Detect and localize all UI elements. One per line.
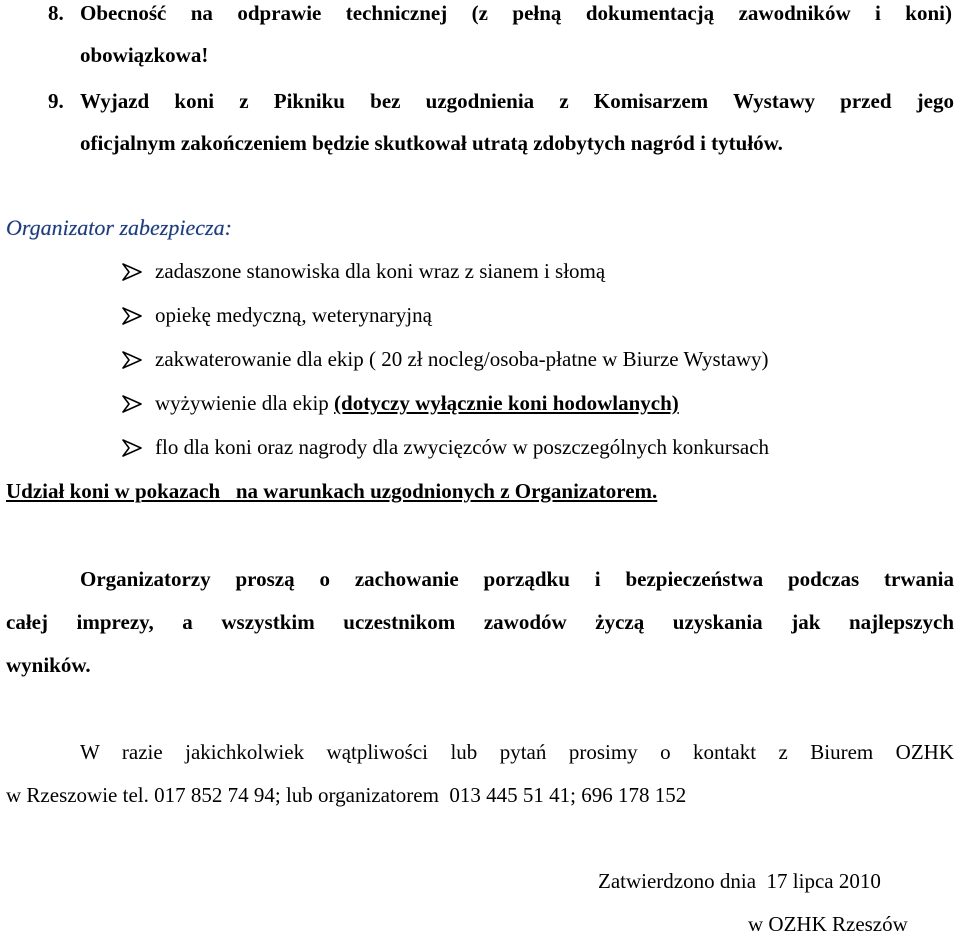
organizer-item-prizes: flo dla koni oraz nagrody dla zwycięzców w poszczególnych konkursach xyxy=(155,435,770,459)
organizer-item-catering-text: wyżywienie dla ekip xyxy=(155,391,335,415)
organizer-item-accommodation: zakwaterowanie dla ekip ( 20 zł nocleg/osoba-płatne w Biurze Wystawy) xyxy=(155,347,769,371)
closing-line-1: Organizatorzy proszą o zachowanie porządku i bezpieczeństwa podczas trwania xyxy=(80,567,954,591)
arrowhead-bullet-icon xyxy=(121,350,143,370)
arrowhead-bullet-icon xyxy=(121,394,143,414)
rule-8-line-1: Obecność na odprawie technicznej (z pełną dokumentacją zawodników i koni) xyxy=(80,1,952,25)
rule-9-line-1: Wyjazd koni z Pikniku bez uzgodnienia z Komisarzem Wystawy przed jego xyxy=(80,89,954,113)
rule-9-line-2: oficjalnym zakończeniem będzie skutkował utratą zdobytych nagród i tytułów. xyxy=(80,131,783,155)
organizer-item-catering-note: (dotyczy wyłącznie koni hodowlanych) xyxy=(334,391,679,415)
arrowhead-bullet-icon xyxy=(121,306,143,326)
rule-8-line-2: obowiązkowa! xyxy=(80,43,209,67)
closing-line-2: całej imprezy, a wszystkim uczestnikom zawodów życzą uzyskania jak najlepszych xyxy=(6,610,954,634)
organizer-heading: Organizator zabezpiecza: xyxy=(6,215,232,240)
closing-line-3: wyników. xyxy=(6,653,91,677)
approval-place: w OZHK Rzeszów xyxy=(748,912,908,936)
arrowhead-bullet-icon xyxy=(121,438,143,458)
organizer-item-stalls: zadaszone stanowiska dla koni wraz z sianem i słomą xyxy=(155,259,606,283)
participation-note: Udział koni w pokazach na warunkach uzgodnionych z Organizatorem. xyxy=(6,479,658,503)
contact-line-2: w Rzeszowie tel. 017 852 74 94; lub organizatorem 013 445 51 41; 696 178 152 xyxy=(6,783,687,807)
arrowhead-bullet-icon xyxy=(121,262,143,282)
rule-9-number: 9. xyxy=(48,89,64,113)
approval-date: Zatwierdzono dnia 17 lipca 2010 xyxy=(598,869,881,893)
organizer-item-catering xyxy=(155,390,679,416)
rule-8-number: 8. xyxy=(48,1,64,25)
contact-line-1: W razie jakichkolwiek wątpliwości lub pytań prosimy o kontakt z Biurem OZHK xyxy=(80,740,954,764)
organizer-item-medical: opiekę medyczną, weterynaryjną xyxy=(155,303,432,327)
